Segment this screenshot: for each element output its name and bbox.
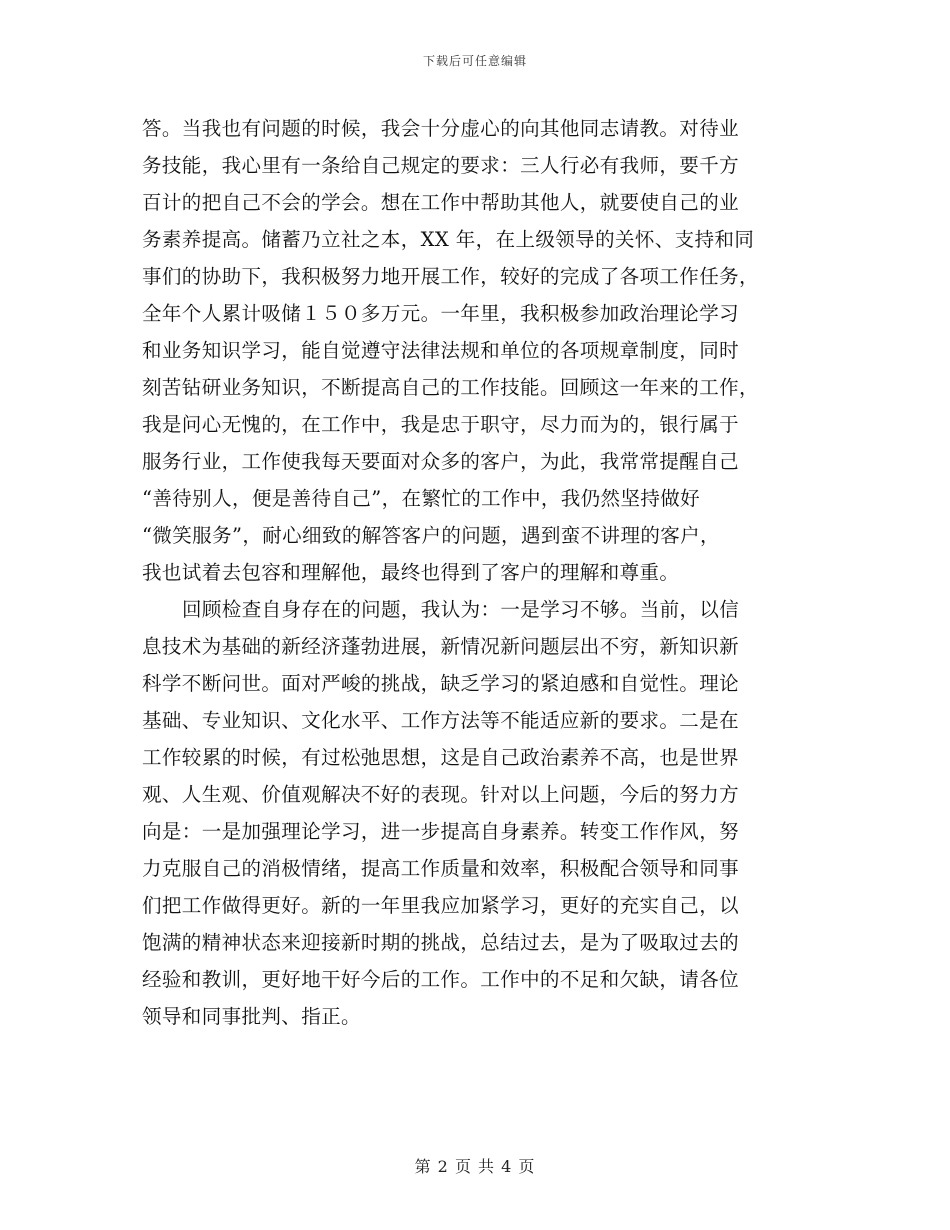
page-header: 下载后可任意编辑: [422, 54, 527, 68]
text-line: 领导和同事批判、指正。: [142, 1005, 361, 1028]
text-line: 们把工作做得更好。新的一年里我应加紧学习，更好的充实自己，以: [142, 894, 740, 917]
document-body: [142, 110, 810, 1035]
text-line: 向是：一是加强理论学习，进一步提高自身素养。转变工作作风，努: [142, 820, 740, 843]
text-line: 务素养提高。储蓄乃立社之本，XX 年，在上级领导的关怀、支持和同: [142, 228, 755, 251]
text-line: 事们的协助下，我积极努力地开展工作，较好的完成了各项工作任务，: [142, 265, 759, 288]
page-number: 第 2 页 共 4 页: [414, 1157, 536, 1176]
text-line: 我是问心无愧的，在工作中，我是忠于职守，尽力而为的，银行属于: [142, 413, 740, 436]
text-line: 服务行业，工作使我每天要面对众多的客户，为此，我常常提醒自己: [142, 450, 740, 473]
text-line: 我也试着去包容和理解他，最终也得到了客户的理解和尊重。: [142, 561, 680, 584]
text-line: 饱满的精神状态来迎接新时期的挑战，总结过去，是为了吸取过去的: [142, 931, 740, 954]
text-line: 全年个人累计吸储１５０多万元。一年里，我积极参加政治理论学习: [142, 302, 740, 325]
paragraph-first-line: 回顾检查自身存在的问题，我认为：一是学习不够。当前，以信: [182, 598, 740, 621]
text-line: “微笑服务”，耐心细致的解答客户的问题，遇到蛮不讲理的客户，: [142, 524, 720, 547]
text-line: 答。当我也有问题的时候，我会十分虚心的向其他同志请教。对待业: [142, 117, 740, 140]
text-line: “善待别人，便是善待自己”，在繁忙的工作中，我仍然坚持做好: [142, 487, 701, 510]
text-line: 经验和教训，更好地干好今后的工作。工作中的不足和欠缺，请各位: [142, 968, 740, 991]
text-line: 科学不断问世。面对严峻的挑战，缺乏学习的紧迫感和自觉性。理论: [142, 672, 740, 695]
text-line: 和业务知识学习，能自觉遵守法律法规和单位的各项规章制度，同时: [142, 339, 740, 362]
text-line: 基础、专业知识、文化水平、工作方法等不能适应新的要求。二是在: [142, 709, 740, 732]
text-line: 力克服自己的消极情绪，提高工作质量和效率，积极配合领导和同事: [142, 857, 740, 880]
text-line: 息技术为基础的新经济蓬勃进展，新情况新问题层出不穷，新知识新: [142, 635, 740, 658]
text-line: 观、人生观、价值观解决不好的表现。针对以上问题，今后的努力方: [142, 783, 740, 806]
text-line: 工作较累的时候，有过松弛思想，这是自己政治素养不高，也是世界: [142, 746, 740, 769]
text-line: 百计的把自己不会的学会。想在工作中帮助其他人，就要使自己的业: [142, 191, 740, 214]
text-line: 务技能，我心里有一条给自己规定的要求：三人行必有我师，要千方: [142, 154, 740, 177]
text-line: 刻苦钻研业务知识，不断提高自己的工作技能。回顾这一年来的工作，: [142, 376, 759, 399]
